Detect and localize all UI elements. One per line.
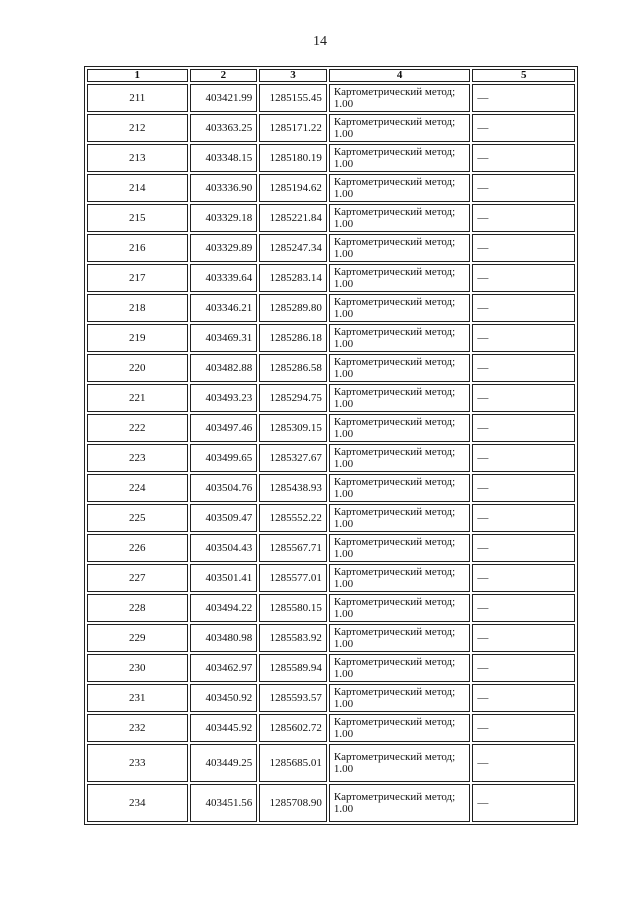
method-precision: 1.00 [333, 698, 354, 710]
method-cell [329, 414, 471, 442]
point-number-cell [87, 594, 188, 622]
x-coordinate-cell [190, 684, 258, 712]
point-number-text: 221 [129, 392, 146, 404]
method-precision: 1.00 [333, 803, 354, 815]
method-precision: 1.00 [333, 218, 354, 230]
method-precision: 1.00 [333, 368, 354, 380]
table-row [87, 504, 575, 532]
method-precision: 1.00 [333, 128, 354, 140]
x-coordinate-text: 403480.98 [205, 632, 253, 644]
x-coordinate-cell [190, 144, 258, 172]
description-text: — [477, 602, 489, 614]
y-coordinate-cell [259, 534, 327, 562]
method-text: Картометрический метод; [333, 536, 456, 548]
point-number-cell [87, 564, 188, 592]
y-coordinate-cell [259, 684, 327, 712]
y-coordinate-cell [259, 564, 327, 592]
x-coordinate-cell [190, 294, 258, 322]
y-coordinate-text: 1285221.84 [269, 212, 322, 224]
description-text: — [477, 692, 489, 704]
table-row [87, 624, 575, 652]
point-number-text: 211 [129, 92, 146, 104]
point-number-cell [87, 444, 188, 472]
description-cell [472, 294, 575, 322]
x-coordinate-cell [190, 84, 258, 112]
method-cell [329, 234, 471, 262]
y-coordinate-text: 1285294.75 [269, 392, 322, 404]
description-cell [472, 534, 575, 562]
table-body [87, 84, 575, 822]
method-cell [329, 204, 471, 232]
method-precision: 1.00 [333, 398, 354, 410]
method-precision: 1.00 [333, 188, 354, 200]
point-number-cell [87, 294, 188, 322]
table-row [87, 534, 575, 562]
y-coordinate-cell [259, 144, 327, 172]
x-coordinate-text: 403509.47 [205, 512, 253, 524]
method-precision: 1.00 [333, 763, 354, 775]
table-row [87, 714, 575, 742]
description-cell [472, 114, 575, 142]
description-cell [472, 264, 575, 292]
x-coordinate-text: 403363.25 [205, 122, 253, 134]
point-number-text: 231 [129, 692, 146, 704]
y-coordinate-cell [259, 474, 327, 502]
table-row [87, 114, 575, 142]
description-text: — [477, 482, 489, 494]
x-coordinate-text: 403499.65 [205, 452, 253, 464]
method-cell [329, 114, 471, 142]
x-coordinate-text: 403462.97 [205, 662, 253, 674]
y-coordinate-cell [259, 264, 327, 292]
point-number-cell [87, 174, 188, 202]
method-precision: 1.00 [333, 638, 354, 650]
description-text: — [477, 542, 489, 554]
y-coordinate-cell [259, 414, 327, 442]
point-number-cell [87, 474, 188, 502]
point-number-cell [87, 654, 188, 682]
method-precision: 1.00 [333, 308, 354, 320]
y-coordinate-cell [259, 114, 327, 142]
point-number-text: 225 [129, 512, 146, 524]
y-coordinate-text: 1285286.58 [269, 362, 322, 374]
method-text: Картометрический метод; [333, 116, 456, 128]
method-precision: 1.00 [333, 338, 354, 350]
x-coordinate-cell [190, 744, 258, 782]
x-coordinate-cell [190, 384, 258, 412]
description-cell [472, 504, 575, 532]
description-text: — [477, 572, 489, 584]
point-number-text: 224 [129, 482, 146, 494]
method-precision: 1.00 [333, 98, 354, 110]
method-cell [329, 504, 471, 532]
point-number-text: 214 [129, 182, 146, 194]
point-number-text: 230 [129, 662, 146, 674]
x-coordinate-text: 403469.31 [205, 332, 253, 344]
point-number-text: 222 [129, 422, 146, 434]
method-text: Картометрический метод; [333, 176, 456, 188]
method-cell [329, 264, 471, 292]
y-coordinate-text: 1285580.15 [269, 602, 322, 614]
description-cell [472, 204, 575, 232]
table-row [87, 564, 575, 592]
table-row [87, 384, 575, 412]
table-row [87, 84, 575, 112]
y-coordinate-text: 1285438.93 [269, 482, 322, 494]
table-row [87, 654, 575, 682]
table-row [87, 354, 575, 382]
y-coordinate-text: 1285327.67 [269, 452, 322, 464]
description-cell [472, 414, 575, 442]
x-coordinate-cell [190, 474, 258, 502]
y-coordinate-cell [259, 744, 327, 782]
description-cell [472, 84, 575, 112]
description-text: — [477, 797, 489, 809]
method-text: Картометрический метод; [333, 506, 456, 518]
page-number: 14 [313, 34, 327, 49]
point-number-cell [87, 204, 188, 232]
point-number-text: 234 [129, 797, 146, 809]
y-coordinate-text: 1285286.18 [269, 332, 322, 344]
description-cell [472, 174, 575, 202]
description-cell [472, 654, 575, 682]
method-cell [329, 564, 471, 592]
description-text: — [477, 422, 489, 434]
description-cell [472, 474, 575, 502]
description-cell [472, 144, 575, 172]
description-text: — [477, 512, 489, 524]
y-coordinate-cell [259, 324, 327, 352]
point-number-text: 220 [129, 362, 146, 374]
point-number-cell [87, 534, 188, 562]
description-text: — [477, 452, 489, 464]
point-number-cell [87, 84, 188, 112]
y-coordinate-text: 1285552.22 [269, 512, 322, 524]
method-text: Картометрический метод; [333, 686, 456, 698]
description-text: — [477, 632, 489, 644]
x-coordinate-text: 403494.22 [205, 602, 253, 614]
method-text: Картометрический метод; [333, 386, 456, 398]
y-coordinate-text: 1285309.15 [269, 422, 322, 434]
table-row [87, 444, 575, 472]
description-text: — [477, 302, 489, 314]
point-number-cell [87, 414, 188, 442]
method-text: Картометрический метод; [333, 791, 456, 803]
y-coordinate-text: 1285685.01 [269, 757, 322, 769]
point-number-cell [87, 264, 188, 292]
x-coordinate-text: 403501.41 [205, 572, 253, 584]
method-cell [329, 294, 471, 322]
x-coordinate-text: 403421.99 [205, 92, 253, 104]
method-text: Картометрический метод; [333, 296, 456, 308]
y-coordinate-cell [259, 174, 327, 202]
x-coordinate-cell [190, 324, 258, 352]
y-coordinate-cell [259, 294, 327, 322]
method-cell [329, 174, 471, 202]
x-coordinate-text: 403339.64 [205, 272, 253, 284]
x-coordinate-cell [190, 204, 258, 232]
x-coordinate-text: 403346.21 [205, 302, 253, 314]
table-row [87, 744, 575, 782]
description-cell [472, 384, 575, 412]
method-precision: 1.00 [333, 728, 354, 740]
y-coordinate-cell [259, 384, 327, 412]
table-row [87, 784, 575, 822]
table-row [87, 474, 575, 502]
method-precision: 1.00 [333, 518, 354, 530]
y-coordinate-text: 1285589.94 [269, 662, 322, 674]
table-row [87, 294, 575, 322]
method-text: Картометрический метод; [333, 751, 456, 763]
table-header-row [87, 69, 575, 82]
description-cell [472, 684, 575, 712]
point-number-cell [87, 144, 188, 172]
method-text: Картометрический метод; [333, 356, 456, 368]
method-text: Картометрический метод; [333, 656, 456, 668]
method-cell [329, 624, 471, 652]
method-text: Картометрический метод; [333, 206, 456, 218]
x-coordinate-text: 403450.92 [205, 692, 253, 704]
description-cell [472, 624, 575, 652]
column-header-1: 1 [87, 69, 188, 82]
point-number-cell [87, 324, 188, 352]
point-number-cell [87, 384, 188, 412]
point-number-text: 229 [129, 632, 146, 644]
description-cell [472, 354, 575, 382]
y-coordinate-text: 1285602.72 [269, 722, 322, 734]
description-text: — [477, 122, 489, 134]
x-coordinate-text: 403504.43 [205, 542, 253, 554]
description-text: — [477, 757, 489, 769]
y-coordinate-text: 1285583.92 [269, 632, 322, 644]
point-number-text: 228 [129, 602, 146, 614]
x-coordinate-cell [190, 354, 258, 382]
method-precision: 1.00 [333, 158, 354, 170]
y-coordinate-text: 1285155.45 [269, 92, 322, 104]
description-cell [472, 324, 575, 352]
y-coordinate-cell [259, 654, 327, 682]
x-coordinate-cell [190, 444, 258, 472]
description-cell [472, 714, 575, 742]
x-coordinate-text: 403449.25 [205, 757, 253, 769]
point-number-text: 215 [129, 212, 146, 224]
description-cell [472, 564, 575, 592]
description-cell [472, 234, 575, 262]
description-cell [472, 594, 575, 622]
y-coordinate-cell [259, 204, 327, 232]
x-coordinate-cell [190, 234, 258, 262]
description-cell [472, 444, 575, 472]
method-precision: 1.00 [333, 668, 354, 680]
method-text: Картометрический метод; [333, 416, 456, 428]
method-cell [329, 444, 471, 472]
x-coordinate-text: 403329.18 [205, 212, 253, 224]
x-coordinate-text: 403504.76 [205, 482, 253, 494]
method-precision: 1.00 [333, 278, 354, 290]
description-text: — [477, 392, 489, 404]
method-cell [329, 654, 471, 682]
method-cell [329, 354, 471, 382]
y-coordinate-cell [259, 504, 327, 532]
point-number-text: 219 [129, 332, 146, 344]
description-text: — [477, 92, 489, 104]
point-number-cell [87, 714, 188, 742]
method-cell [329, 324, 471, 352]
point-number-cell [87, 624, 188, 652]
method-text: Картометрический метод; [333, 626, 456, 638]
method-cell [329, 784, 471, 822]
x-coordinate-cell [190, 534, 258, 562]
point-number-text: 223 [129, 452, 146, 464]
x-coordinate-cell [190, 414, 258, 442]
point-number-cell [87, 684, 188, 712]
column-header-4: 4 [329, 69, 471, 82]
y-coordinate-text: 1285708.90 [269, 797, 322, 809]
y-coordinate-cell [259, 234, 327, 262]
y-coordinate-text: 1285283.14 [269, 272, 322, 284]
method-cell [329, 144, 471, 172]
method-text: Картометрический метод; [333, 86, 456, 98]
y-coordinate-text: 1285593.57 [269, 692, 322, 704]
x-coordinate-text: 403482.88 [205, 362, 253, 374]
point-number-text: 227 [129, 572, 146, 584]
point-number-text: 232 [129, 722, 146, 734]
point-number-cell [87, 114, 188, 142]
point-number-cell [87, 354, 188, 382]
x-coordinate-cell [190, 114, 258, 142]
method-precision: 1.00 [333, 248, 354, 260]
x-coordinate-text: 403336.90 [205, 182, 253, 194]
method-cell [329, 744, 471, 782]
method-cell [329, 594, 471, 622]
y-coordinate-text: 1285289.80 [269, 302, 322, 314]
table-row [87, 144, 575, 172]
x-coordinate-text: 403348.15 [205, 152, 253, 164]
table-row [87, 204, 575, 232]
description-text: — [477, 662, 489, 674]
method-text: Картометрический метод; [333, 266, 456, 278]
table-row [87, 324, 575, 352]
method-text: Картометрический метод; [333, 716, 456, 728]
description-text: — [477, 242, 489, 254]
description-cell [472, 784, 575, 822]
y-coordinate-text: 1285577.01 [269, 572, 322, 584]
y-coordinate-text: 1285180.19 [269, 152, 322, 164]
table-row [87, 594, 575, 622]
column-header-5: 5 [472, 69, 575, 82]
method-cell [329, 474, 471, 502]
method-cell [329, 534, 471, 562]
method-precision: 1.00 [333, 578, 354, 590]
point-number-text: 218 [129, 302, 146, 314]
x-coordinate-text: 403497.46 [205, 422, 253, 434]
method-cell [329, 84, 471, 112]
x-coordinate-cell [190, 564, 258, 592]
method-cell [329, 714, 471, 742]
x-coordinate-cell [190, 714, 258, 742]
point-number-text: 213 [129, 152, 146, 164]
y-coordinate-text: 1285247.34 [269, 242, 322, 254]
table-row [87, 174, 575, 202]
y-coordinate-cell [259, 594, 327, 622]
y-coordinate-text: 1285567.71 [269, 542, 322, 554]
description-cell [472, 744, 575, 782]
point-number-text: 233 [129, 757, 146, 769]
method-text: Картометрический метод; [333, 236, 456, 248]
method-text: Картометрический метод; [333, 476, 456, 488]
y-coordinate-text: 1285194.62 [269, 182, 322, 194]
point-number-cell [87, 744, 188, 782]
y-coordinate-cell [259, 624, 327, 652]
x-coordinate-text: 403329.89 [205, 242, 253, 254]
point-number-text: 216 [129, 242, 146, 254]
method-text: Картометрический метод; [333, 146, 456, 158]
point-number-text: 217 [129, 272, 146, 284]
description-text: — [477, 152, 489, 164]
method-cell [329, 384, 471, 412]
x-coordinate-cell [190, 594, 258, 622]
point-number-text: 226 [129, 542, 146, 554]
y-coordinate-cell [259, 444, 327, 472]
description-text: — [477, 332, 489, 344]
method-text: Картометрический метод; [333, 446, 456, 458]
point-number-cell [87, 504, 188, 532]
method-precision: 1.00 [333, 548, 354, 560]
description-text: — [477, 182, 489, 194]
method-text: Картометрический метод; [333, 566, 456, 578]
description-text: — [477, 272, 489, 284]
x-coordinate-cell [190, 624, 258, 652]
table-row [87, 234, 575, 262]
x-coordinate-cell [190, 654, 258, 682]
coordinates-table [84, 66, 578, 825]
y-coordinate-text: 1285171.22 [269, 122, 322, 134]
y-coordinate-cell [259, 714, 327, 742]
y-coordinate-cell [259, 784, 327, 822]
method-precision: 1.00 [333, 428, 354, 440]
x-coordinate-text: 403445.92 [205, 722, 253, 734]
column-header-3: 3 [259, 69, 327, 82]
x-coordinate-text: 403451.56 [205, 797, 253, 809]
x-coordinate-cell [190, 264, 258, 292]
point-number-cell [87, 234, 188, 262]
y-coordinate-cell [259, 354, 327, 382]
method-text: Картометрический метод; [333, 326, 456, 338]
description-text: — [477, 212, 489, 224]
method-cell [329, 684, 471, 712]
x-coordinate-cell [190, 504, 258, 532]
method-precision: 1.00 [333, 488, 354, 500]
method-precision: 1.00 [333, 458, 354, 470]
table-row [87, 684, 575, 712]
description-text: — [477, 722, 489, 734]
table-row [87, 264, 575, 292]
point-number-cell [87, 784, 188, 822]
method-text: Картометрический метод; [333, 596, 456, 608]
description-text: — [477, 362, 489, 374]
x-coordinate-text: 403493.23 [205, 392, 253, 404]
x-coordinate-cell [190, 784, 258, 822]
point-number-text: 212 [129, 122, 146, 134]
table-row [87, 414, 575, 442]
y-coordinate-cell [259, 84, 327, 112]
x-coordinate-cell [190, 174, 258, 202]
column-header-2: 2 [190, 69, 258, 82]
method-precision: 1.00 [333, 608, 354, 620]
